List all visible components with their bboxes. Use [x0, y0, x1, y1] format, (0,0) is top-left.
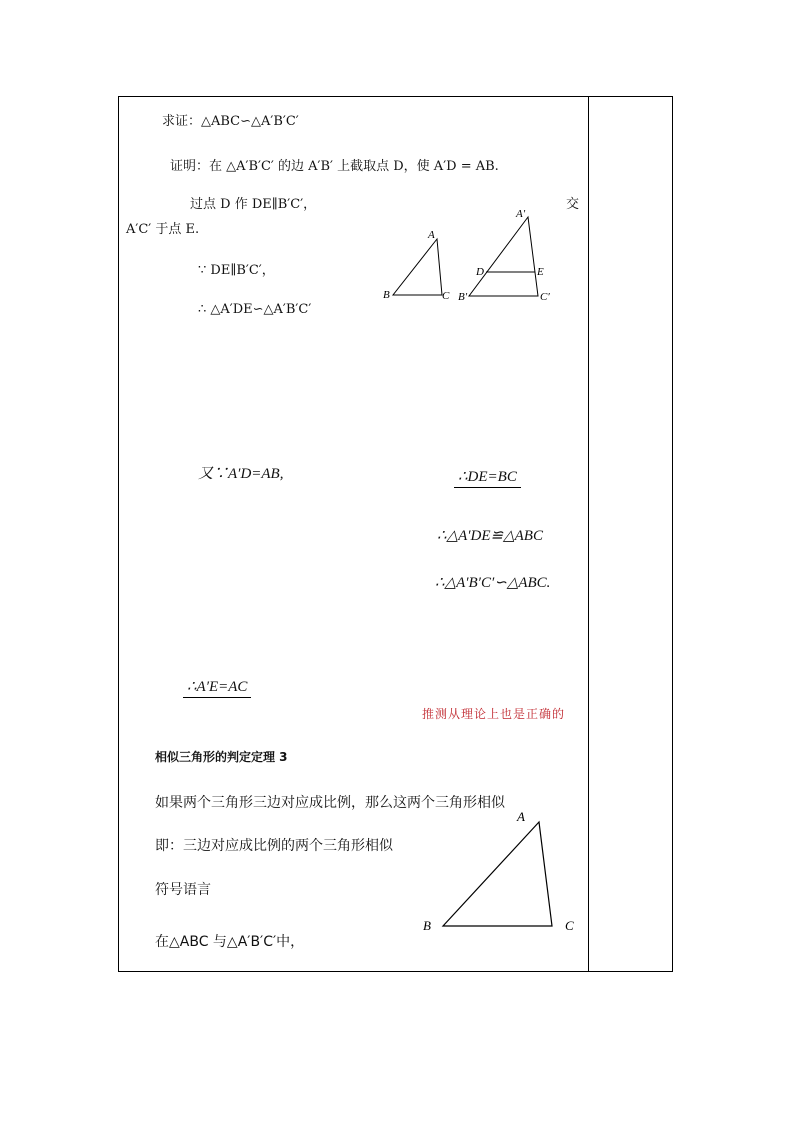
congruent-statement: ∴△A′DE≌△ABC: [437, 528, 543, 544]
label-c-bottom: C: [565, 918, 574, 933]
label-a-bottom: A: [517, 809, 525, 824]
prove-statement: 求证：△ABC∽△A′B′C′: [162, 114, 299, 129]
ae-equals-ac: ∴A′E=AC: [183, 677, 251, 698]
theorem-triangle-figure: [415, 808, 585, 938]
label-b-bottom: B: [423, 918, 431, 933]
construct-de-end: 交: [566, 197, 580, 212]
label-b: B: [383, 289, 390, 301]
label-a-prime: A′: [516, 208, 526, 220]
label-c-prime: C′: [540, 291, 550, 303]
similar-conclusion: ∴△A′B′C′∽△ABC.: [435, 575, 551, 591]
label-c: C: [442, 290, 450, 302]
construct-de: 过点 D 作 DE∥B′C′，: [190, 197, 317, 212]
therefore-similar: ∴ △A′DE∽△A′B′C′: [198, 302, 312, 317]
triangle-abc-prime: [469, 217, 538, 296]
in-triangles-line: 在△ABC 与△A′B′C′中，: [155, 934, 305, 950]
because-parallel: ∵ DE∥B′C′，: [198, 263, 275, 278]
de-equals-bc: ∴DE=BC: [454, 467, 521, 488]
theorem-statement: 如果两个三角形三边对应成比例，那么这两个三角形相似: [155, 795, 505, 811]
label-d: D: [476, 266, 484, 278]
theorem-short: 即：三边对应成比例的两个三角形相似: [155, 838, 393, 854]
theorem-title: 相似三角形的判定定理 3: [155, 750, 288, 764]
symbol-language-heading: 符号语言: [155, 882, 211, 898]
theorem-triangle: [443, 822, 552, 926]
label-b-prime: B′: [458, 291, 468, 303]
triangle-abc-figure: [380, 225, 455, 305]
inference-note: 推测从理论上也是正确的: [422, 707, 566, 721]
label-a: A: [428, 229, 435, 241]
column-divider: [588, 97, 589, 971]
proof-start: 证明：在 △A′B′C′ 的边 A′B′ 上截取点 D，使 A′D = AB.: [170, 159, 499, 174]
label-e: E: [537, 266, 544, 278]
intersect-e: A′C′ 于点 E.: [126, 222, 200, 237]
also-equal: 又∵A′D=AB,: [198, 466, 284, 482]
triangle-abc-prime-figure: [455, 205, 565, 305]
triangle-abc: [393, 239, 442, 295]
